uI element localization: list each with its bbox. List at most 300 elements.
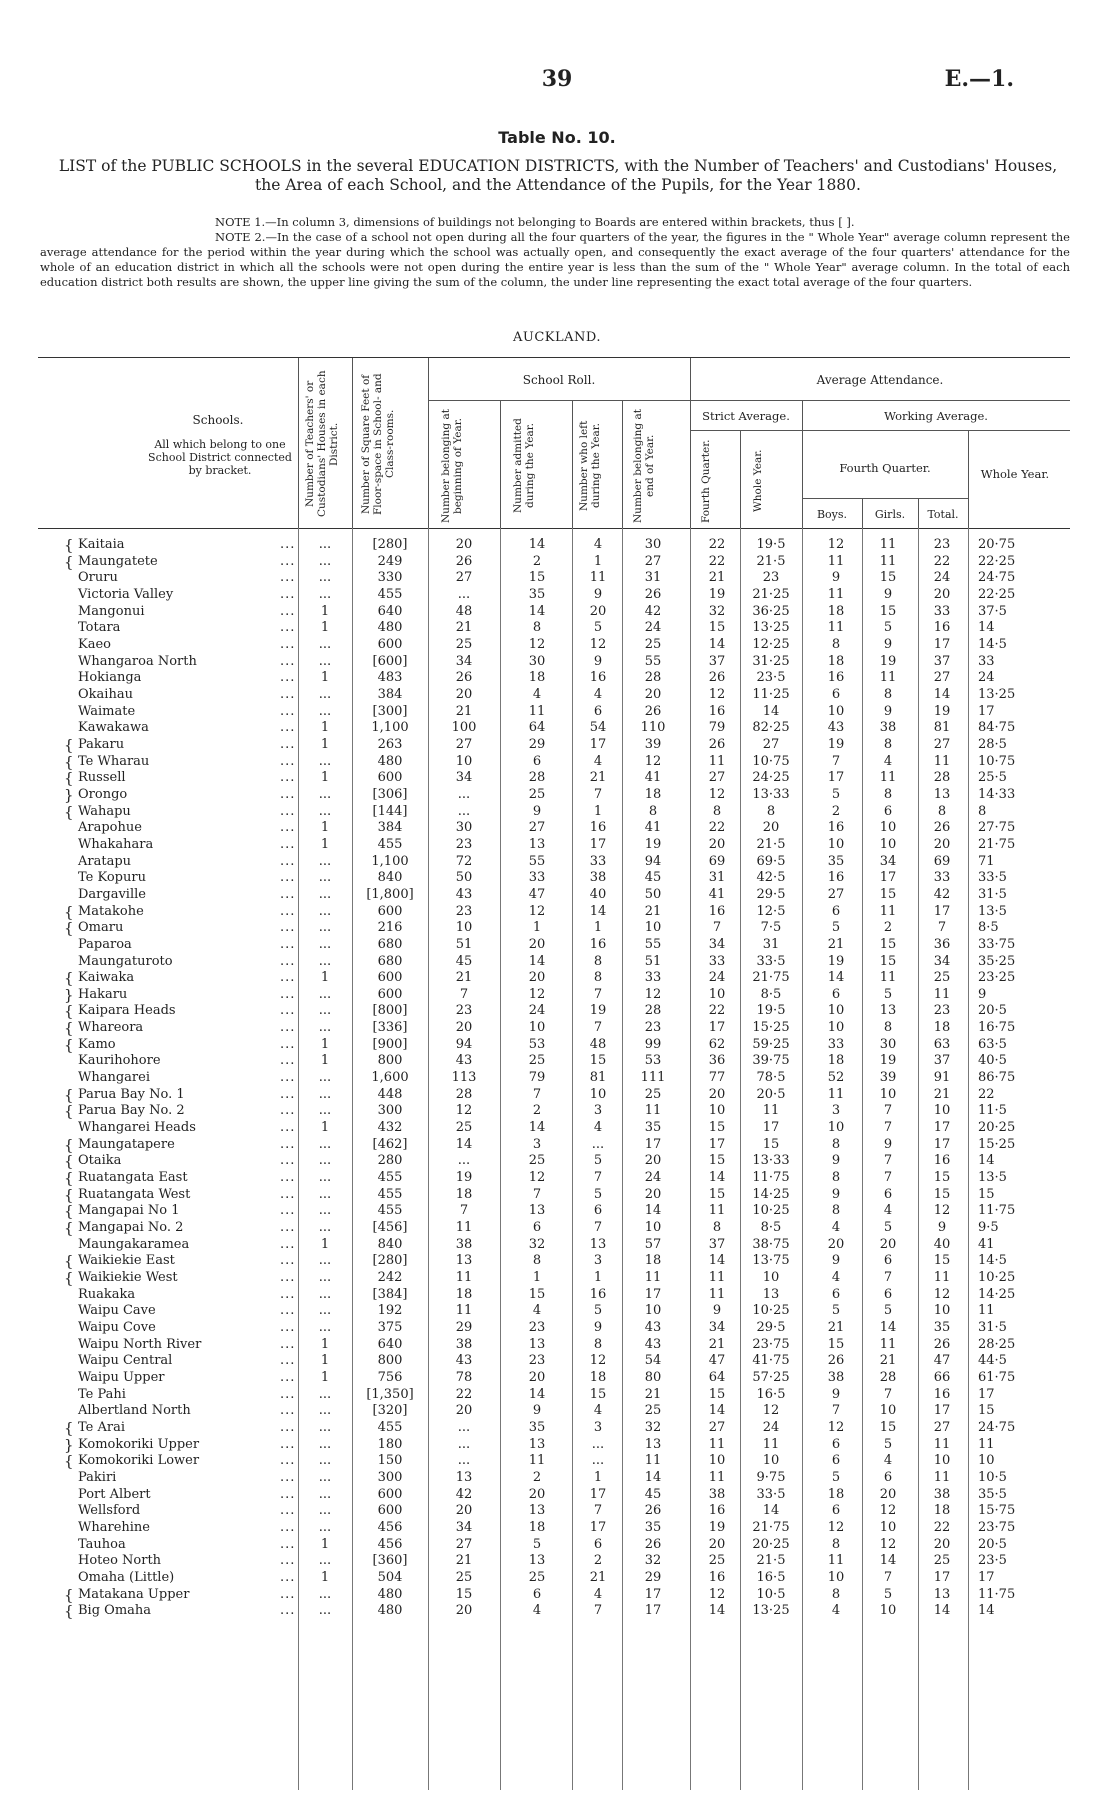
school-name: Dargaville: [78, 886, 146, 902]
boys: 3: [831, 1103, 841, 1119]
strict-whole-year: 11·25: [752, 686, 790, 702]
strict-whole-year: 29·5: [756, 1320, 786, 1336]
school-name: Victoria Valley: [78, 586, 174, 602]
belonging-begin: 22: [455, 1386, 473, 1402]
table-row: [0, 1037, 1114, 1053]
school-name: Hoteo North: [78, 1553, 162, 1569]
boys: 11: [827, 553, 845, 569]
school-name: Waikiekie East: [78, 1253, 175, 1269]
boys: 5: [831, 786, 841, 802]
working-whole-year: 24: [978, 670, 995, 686]
teachers-houses: ...: [318, 1103, 332, 1119]
school-name: Tauhoa: [78, 1536, 126, 1552]
working-whole-year: 44·5: [978, 1353, 1007, 1369]
leader-dots: ...: [280, 1603, 296, 1619]
strict-fourth-quarter: 79: [708, 720, 726, 736]
left: 3: [593, 1419, 603, 1435]
girls: 9: [883, 1136, 893, 1152]
strict-whole-year: 11·75: [752, 1170, 790, 1186]
working-whole-year: 14·5: [978, 636, 1007, 652]
strict-fourth-quarter: 33: [708, 953, 726, 969]
left: 20: [589, 603, 607, 619]
total: 17: [933, 1403, 951, 1419]
floor-space: [600]: [372, 653, 408, 669]
table-row: [0, 1320, 1114, 1336]
table-row: [0, 1453, 1114, 1469]
leader-dots: ...: [280, 1336, 296, 1352]
left: 54: [589, 720, 607, 736]
girls: 10: [879, 1403, 897, 1419]
strict-whole-year: 29·5: [756, 886, 786, 902]
floor-space: [456]: [372, 1220, 408, 1236]
boys: 10: [827, 836, 845, 852]
strict-whole-year: 59·25: [752, 1036, 790, 1052]
total: 69: [933, 853, 951, 869]
working-whole-year: 22·25: [978, 586, 1016, 602]
belonging-begin: 25: [455, 1569, 473, 1585]
left: 7: [593, 1603, 603, 1619]
leader-dots: ...: [280, 736, 296, 752]
school-name: Whangaroa North: [78, 653, 197, 669]
total: 91: [933, 1070, 951, 1086]
strict-fourth-quarter: 11: [708, 1286, 726, 1302]
teachers-houses: ...: [318, 1419, 332, 1435]
strict-whole-year: 21·5: [756, 1553, 786, 1569]
belonging-end: 10: [644, 920, 662, 936]
teachers-houses: 1: [320, 670, 330, 686]
strict-whole-year: 38·75: [752, 1236, 790, 1252]
school-bracket: {: [64, 1002, 74, 1021]
table-row: [0, 1503, 1114, 1519]
belonging-begin: 43: [455, 886, 473, 902]
admitted: 10: [528, 1020, 546, 1036]
floor-space: 263: [377, 736, 403, 752]
floor-space: 280: [377, 1153, 403, 1169]
boys: 18: [827, 653, 845, 669]
school-name: Te Kopuru: [78, 870, 146, 886]
school-name: Te Arai: [78, 1419, 125, 1435]
teachers-houses: ...: [318, 553, 332, 569]
school-name: Omaru: [78, 920, 124, 936]
total: 20: [933, 1536, 951, 1552]
total: 26: [933, 1336, 951, 1352]
girls: 14: [879, 1320, 897, 1336]
table-row: [0, 1253, 1114, 1269]
total: 36: [933, 936, 951, 952]
strict-fourth-quarter: 22: [708, 537, 726, 552]
left: 15: [589, 1386, 607, 1402]
belonging-begin: 27: [455, 570, 473, 586]
strict-fourth-quarter: 41: [708, 886, 726, 902]
admitted: 11: [528, 703, 546, 719]
school-bracket: {: [64, 1252, 74, 1271]
total: 21: [933, 1086, 951, 1102]
table-row: [0, 1337, 1114, 1353]
floor-space: 756: [377, 1370, 403, 1385]
girls: 21: [879, 1353, 897, 1369]
strict-whole-year: 20·25: [752, 1536, 790, 1552]
teachers-houses: ...: [318, 953, 332, 969]
girls: 11: [879, 553, 897, 569]
working-whole-year: 86·75: [978, 1070, 1016, 1086]
strict-whole-year: 78·5: [756, 1070, 786, 1086]
admitted: 55: [528, 853, 546, 869]
leader-dots: ...: [280, 1403, 296, 1419]
working-whole-year: 35·5: [978, 1486, 1007, 1502]
girls: 8: [883, 686, 893, 702]
leader-dots: ...: [280, 1503, 296, 1519]
floor-space: 192: [377, 1303, 403, 1319]
table-row: [0, 1353, 1114, 1369]
working-whole-year: 23·75: [978, 1519, 1016, 1535]
working-whole-year: 9·5: [978, 1220, 999, 1236]
belonging-end: 99: [644, 1036, 662, 1052]
total: 8: [937, 803, 947, 819]
floor-space: [144]: [372, 803, 408, 819]
total: 34: [933, 953, 951, 969]
left: 4: [593, 1120, 603, 1136]
strict-fourth-quarter: 25: [708, 1553, 726, 1569]
admitted: 24: [528, 1003, 546, 1019]
admitted: 12: [528, 903, 546, 919]
school-bracket: }: [64, 985, 74, 1004]
strict-whole-year: 8·5: [760, 986, 782, 1002]
floor-space: 840: [377, 1236, 403, 1252]
school-name: Whareora: [78, 1020, 144, 1036]
school-bracket: {: [64, 769, 74, 788]
left: 7: [593, 1503, 603, 1519]
table-row: [0, 820, 1114, 836]
belonging-begin: 13: [455, 1469, 473, 1485]
leader-dots: ...: [280, 820, 296, 836]
floor-space: 455: [377, 586, 403, 602]
header-whole-year: Whole Year.: [980, 467, 1050, 481]
table-row: [0, 1187, 1114, 1203]
belonging-begin: 10: [455, 920, 473, 936]
girls: 7: [883, 1270, 893, 1286]
strict-fourth-quarter: 69: [708, 853, 726, 869]
belonging-begin: 12: [455, 1103, 473, 1119]
strict-fourth-quarter: 16: [708, 1569, 726, 1585]
working-whole-year: 22: [978, 1086, 995, 1102]
strict-whole-year: 19·5: [756, 1003, 786, 1019]
total: 28: [933, 770, 951, 786]
floor-space: 455: [377, 836, 403, 852]
admitted: 14: [528, 603, 546, 619]
left: 5: [593, 1186, 603, 1202]
left: 16: [589, 936, 607, 952]
table-row: [0, 1220, 1114, 1236]
floor-space: [900]: [372, 1036, 408, 1052]
school-name: Arapohue: [78, 820, 142, 836]
left: 6: [593, 1536, 603, 1552]
school-name: Ruatangata East: [78, 1170, 188, 1186]
belonging-end: 21: [644, 903, 662, 919]
teachers-houses: ...: [318, 936, 332, 952]
belonging-end: 28: [644, 670, 662, 686]
table-row: [0, 737, 1114, 753]
leader-dots: ...: [280, 1286, 296, 1302]
boys: 18: [827, 1053, 845, 1069]
teachers-houses: ...: [318, 1286, 332, 1302]
teachers-houses: ...: [318, 986, 332, 1002]
leader-dots: ...: [280, 1220, 296, 1236]
belonging-end: 32: [644, 1419, 662, 1435]
table-row: [0, 770, 1114, 786]
total: 18: [933, 1503, 951, 1519]
strict-whole-year: 13: [762, 1286, 780, 1302]
teachers-houses: ...: [318, 1436, 332, 1452]
admitted: 18: [528, 670, 546, 686]
table-row: [0, 720, 1114, 736]
table-row: [0, 554, 1114, 570]
teachers-houses: ...: [318, 636, 332, 652]
belonging-begin: ...: [457, 1436, 471, 1452]
left: 7: [593, 1170, 603, 1186]
floor-space: 330: [377, 570, 403, 586]
working-whole-year: 71: [978, 853, 995, 869]
boys: 6: [831, 1503, 841, 1519]
floor-space: 455: [377, 1203, 403, 1219]
header-strict-fourth-quarter: Fourth Quarter.: [700, 439, 712, 523]
girls: 6: [883, 1253, 893, 1269]
school-name: Waimate: [78, 703, 136, 719]
table-row: [0, 904, 1114, 920]
teachers-houses: 1: [320, 720, 330, 736]
school-name: Maungaturoto: [78, 953, 173, 969]
admitted: 53: [528, 1036, 546, 1052]
total: 10: [933, 1303, 951, 1319]
strict-whole-year: 13·25: [752, 620, 790, 636]
school-name: Wharehine: [78, 1519, 150, 1535]
floor-space: 680: [377, 936, 403, 952]
working-whole-year: 28·25: [978, 1336, 1016, 1352]
left: 17: [589, 1519, 607, 1535]
school-bracket: {: [64, 1585, 74, 1604]
left: 7: [593, 986, 603, 1002]
floor-space: 455: [377, 1186, 403, 1202]
strict-fourth-quarter: 14: [708, 1170, 726, 1186]
left: 6: [593, 703, 603, 719]
strict-whole-year: 82·25: [752, 720, 790, 736]
girls: 5: [883, 986, 893, 1002]
teachers-houses: 1: [320, 620, 330, 636]
table-row: [0, 1420, 1114, 1436]
total: 42: [933, 886, 951, 902]
teachers-houses: ...: [318, 920, 332, 936]
belonging-end: 17: [644, 1286, 662, 1302]
admitted: 9: [532, 803, 542, 819]
girls: 39: [879, 1070, 897, 1086]
belonging-begin: 20: [455, 1503, 473, 1519]
left: 4: [593, 753, 603, 769]
girls: 7: [883, 1120, 893, 1136]
total: 9: [937, 1220, 947, 1236]
working-whole-year: 27·75: [978, 820, 1016, 836]
left: 3: [593, 1103, 603, 1119]
girls: 11: [879, 670, 897, 686]
girls: 7: [883, 1170, 893, 1186]
working-whole-year: 14: [978, 620, 995, 636]
teachers-houses: 1: [320, 1236, 330, 1252]
table-row: [0, 1370, 1114, 1386]
working-whole-year: 15·25: [978, 1136, 1016, 1152]
table-row: [0, 1603, 1114, 1619]
table-row: [0, 754, 1114, 770]
total: 17: [933, 1569, 951, 1585]
girls: 11: [879, 1336, 897, 1352]
left: 48: [589, 1036, 607, 1052]
strict-fourth-quarter: 20: [708, 1536, 726, 1552]
left: 33: [589, 853, 607, 869]
working-whole-year: 14: [978, 1153, 995, 1169]
school-bracket: {: [64, 1219, 74, 1238]
floor-space: [280]: [372, 537, 408, 552]
header-boys: Boys.: [816, 508, 848, 521]
leader-dots: ...: [280, 1086, 296, 1102]
strict-whole-year: 8: [766, 803, 776, 819]
table-row: [0, 787, 1114, 803]
left: 8: [593, 970, 603, 986]
header-floor-space: Number of Square Feet of Floor-space in School- and Class-rooms.: [360, 373, 396, 515]
belonging-begin: 43: [455, 1053, 473, 1069]
belonging-end: 26: [644, 1503, 662, 1519]
strict-whole-year: 13·33: [752, 1153, 790, 1169]
school-name: Wellsford: [78, 1503, 141, 1519]
strict-whole-year: 23: [762, 570, 780, 586]
girls: 14: [879, 1553, 897, 1569]
belonging-end: 41: [644, 820, 662, 836]
admitted: 14: [528, 1120, 546, 1136]
floor-space: 480: [377, 1586, 403, 1602]
admitted: 25: [528, 786, 546, 802]
belonging-end: 11: [644, 1103, 662, 1119]
school-name: Totara: [78, 620, 121, 636]
left: 1: [593, 553, 603, 569]
teachers-houses: ...: [318, 570, 332, 586]
working-whole-year: 8: [978, 803, 987, 819]
leader-dots: ...: [280, 903, 296, 919]
strict-fourth-quarter: 17: [708, 1136, 726, 1152]
school-name: Waipu North River: [78, 1336, 202, 1352]
header-schools-sub: All which belong to one School District connected by bracket.: [148, 438, 292, 477]
left: 9: [593, 1320, 603, 1336]
table-row: [0, 1020, 1114, 1036]
girls: 11: [879, 970, 897, 986]
left: 1: [593, 1469, 603, 1485]
school-name: Maungatapere: [78, 1136, 175, 1152]
teachers-houses: ...: [318, 1203, 332, 1219]
leader-dots: ...: [280, 1453, 296, 1469]
table-row: [0, 670, 1114, 686]
school-name: Maungakaramea: [78, 1236, 190, 1252]
leader-dots: ...: [280, 1236, 296, 1252]
school-name: Komokoriki Lower: [78, 1453, 200, 1469]
belonging-begin: 34: [455, 1519, 473, 1535]
admitted: 6: [532, 1586, 542, 1602]
school-name: Big Omaha: [78, 1603, 152, 1619]
leader-dots: ...: [280, 670, 296, 686]
admitted: 13: [528, 836, 546, 852]
teachers-houses: 1: [320, 1336, 330, 1352]
belonging-end: 55: [644, 936, 662, 952]
girls: 7: [883, 1386, 893, 1402]
belonging-end: 31: [644, 570, 662, 586]
boys: 18: [827, 603, 845, 619]
working-whole-year: 40·5: [978, 1053, 1007, 1069]
strict-whole-year: 15: [762, 1136, 780, 1152]
boys: 9: [831, 1253, 841, 1269]
boys: 4: [831, 1220, 841, 1236]
leader-dots: ...: [280, 886, 296, 902]
belonging-end: 20: [644, 1186, 662, 1202]
school-bracket: {: [64, 1035, 74, 1054]
leader-dots: ...: [280, 836, 296, 852]
total: 10: [933, 1453, 951, 1469]
teachers-houses: ...: [318, 1586, 332, 1602]
girls: 15: [879, 886, 897, 902]
strict-whole-year: 20: [762, 820, 780, 836]
strict-whole-year: 21·75: [752, 970, 790, 986]
total: 25: [933, 970, 951, 986]
floor-space: 483: [377, 670, 403, 686]
belonging-end: 10: [644, 1303, 662, 1319]
belonging-end: 17: [644, 1136, 662, 1152]
belonging-end: 53: [644, 1053, 662, 1069]
school-bracket: {: [64, 1169, 74, 1188]
teachers-houses: ...: [318, 1253, 332, 1269]
boys: 7: [831, 753, 841, 769]
teachers-houses: ...: [318, 1403, 332, 1419]
leader-dots: ...: [280, 620, 296, 636]
floor-space: 480: [377, 620, 403, 636]
belonging-begin: 34: [455, 653, 473, 669]
admitted: 8: [532, 1253, 542, 1269]
girls: 12: [879, 1503, 897, 1519]
school-name: Wahapu: [78, 803, 131, 819]
floor-space: 242: [377, 1270, 403, 1286]
boys: 5: [831, 920, 841, 936]
belonging-begin: 26: [455, 553, 473, 569]
table-row: [0, 1153, 1114, 1169]
belonging-begin: 18: [455, 1186, 473, 1202]
boys: 11: [827, 1086, 845, 1102]
left: 12: [589, 1353, 607, 1369]
table-row: [0, 987, 1114, 1003]
strict-fourth-quarter: 34: [708, 936, 726, 952]
admitted: 13: [528, 1503, 546, 1519]
girls: 5: [883, 1220, 893, 1236]
school-name: Omaha (Little): [78, 1569, 175, 1585]
strict-whole-year: 31: [762, 936, 780, 952]
left: 4: [593, 686, 603, 702]
table-row: [0, 1387, 1114, 1403]
boys: 16: [827, 820, 845, 836]
total: 13: [933, 786, 951, 802]
floor-space: 600: [377, 1503, 403, 1519]
floor-space: 1,100: [371, 720, 409, 736]
leader-dots: ...: [280, 1536, 296, 1552]
teachers-houses: 1: [320, 1036, 330, 1052]
belonging-end: 23: [644, 1020, 662, 1036]
admitted: 8: [532, 620, 542, 636]
boys: 6: [831, 986, 841, 1002]
leader-dots: ...: [280, 720, 296, 736]
girls: 5: [883, 1436, 893, 1452]
strict-whole-year: 10·75: [752, 753, 790, 769]
leader-dots: ...: [280, 1436, 296, 1452]
strict-whole-year: 24: [762, 1419, 780, 1435]
